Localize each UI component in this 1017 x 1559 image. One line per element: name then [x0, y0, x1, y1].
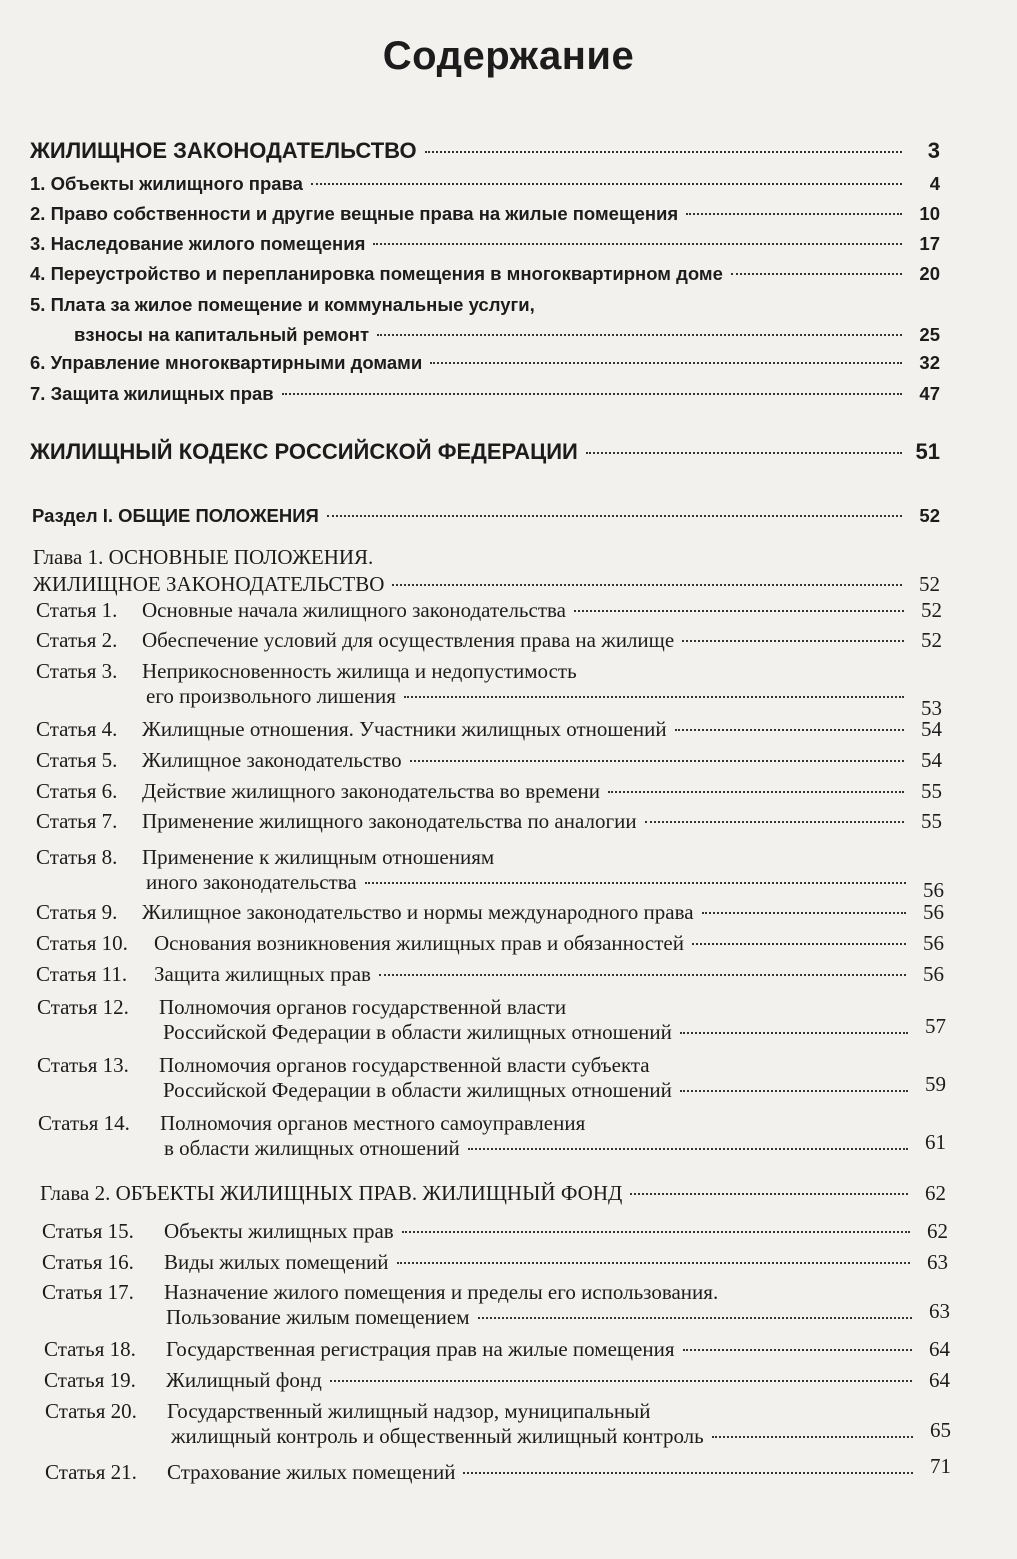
- toc-entry-chapter: [40, 1181, 946, 1206]
- entry-text: Основные начала жилищного законодательства: [142, 598, 566, 622]
- page-number: 3: [927, 138, 940, 163]
- page-number: 10: [919, 203, 940, 224]
- toc-entry: [30, 294, 940, 346]
- entry-text: Глава 1. ОСНОВНЫЕ ПОЛОЖЕНИЯ.: [33, 545, 374, 569]
- article-number: Статья 8.: [36, 845, 118, 869]
- article-number: Статья 19.: [44, 1368, 136, 1392]
- toc-entry-part: [30, 138, 940, 164]
- page-number: 4: [929, 173, 940, 194]
- entry-text: Действие жилищного законодательства во времени: [142, 779, 601, 803]
- entry-text: Защита жилищных прав: [154, 962, 371, 986]
- toc-entry-article: [45, 1454, 951, 1485]
- toc-entry-article: [36, 900, 944, 925]
- entry-text: Жилищные отношения. Участники жилищных отношений: [142, 717, 667, 741]
- toc-entry: [30, 352, 940, 374]
- toc-entry-article: [36, 598, 942, 623]
- entry-text: 7. Защита жилищных прав: [30, 383, 274, 404]
- article-number: Статья 4.: [36, 717, 118, 741]
- page-number: 32: [919, 352, 940, 373]
- page-number: 65: [930, 1418, 951, 1442]
- page-title: Содержание: [382, 34, 635, 78]
- toc-entry: [30, 203, 940, 225]
- toc-entry-article: [42, 1280, 950, 1330]
- article-number: Статья 2.: [36, 628, 118, 652]
- entry-text-continued: в области жилищных отношений: [164, 1136, 460, 1160]
- page-number: 54: [921, 717, 942, 741]
- page-number: 56: [923, 878, 944, 902]
- article-number: Статья 1.: [36, 598, 118, 622]
- page-number: 61: [925, 1130, 946, 1154]
- entry-text: Применение жилищного законодательства по аналогии: [142, 809, 637, 833]
- page-number: 57: [925, 1014, 946, 1038]
- toc-entry-chapter: [33, 545, 940, 597]
- entry-text: Объекты жилищных прав: [164, 1219, 394, 1243]
- toc-entry-article: [36, 717, 942, 742]
- entry-text-continued: Российской Федерации в области жилищных отношений: [163, 1078, 672, 1102]
- toc-entry-article: [36, 845, 944, 902]
- article-number: Статья 5.: [36, 748, 118, 772]
- page-number: 51: [915, 439, 940, 464]
- entry-text: 6. Управление многоквартирными домами: [30, 352, 423, 373]
- toc-entry-article: [36, 628, 942, 653]
- page-number: 54: [921, 748, 942, 772]
- page-number: 52: [921, 628, 942, 652]
- entry-text: Применение к жилищным отношениям: [142, 845, 495, 869]
- page-number: 63: [927, 1250, 948, 1274]
- toc-entry-article: [37, 1053, 946, 1103]
- article-number: Статья 16.: [42, 1250, 134, 1274]
- entry-text: Государственная регистрация прав на жилые помещения: [166, 1337, 675, 1361]
- toc-entry-article: [42, 1250, 948, 1275]
- toc-entry-article: [38, 1111, 946, 1161]
- toc-entry-article: [36, 659, 942, 720]
- article-number: Статья 6.: [36, 779, 118, 803]
- page-number: 59: [925, 1072, 946, 1096]
- toc-entry-article: [36, 748, 942, 773]
- page-number: 52: [921, 598, 942, 622]
- page-number: 56: [923, 931, 944, 955]
- toc-entry: [30, 263, 940, 285]
- entry-text: Основания возникновения жилищных прав и обязанностей: [154, 931, 684, 955]
- page-number: 53: [921, 696, 942, 720]
- article-number: Статья 7.: [36, 809, 118, 833]
- page-number: 62: [925, 1181, 946, 1205]
- toc-entry-section: [32, 505, 940, 527]
- article-number: Статья 9.: [36, 900, 118, 924]
- toc-entry: [30, 383, 940, 405]
- article-number: Статья 3.: [36, 659, 118, 683]
- page-number: 55: [921, 809, 942, 833]
- entry-text: Жилищный фонд: [166, 1368, 322, 1392]
- article-number: Статья 10.: [36, 931, 128, 955]
- page-number: 55: [921, 779, 942, 803]
- entry-text: Виды жилых помещений: [164, 1250, 389, 1274]
- entry-text: 5. Плата за жилое помещение и коммунальные услуги,: [30, 294, 535, 315]
- toc-entry-article: [42, 1219, 948, 1244]
- entry-text: 3. Наследование жилого помещения: [30, 233, 366, 254]
- page-number: 64: [929, 1337, 950, 1361]
- toc-entry-article: [36, 779, 942, 804]
- entry-text-continued: иного законодательства: [146, 870, 357, 894]
- article-number: Статья 15.: [42, 1219, 134, 1243]
- entry-text: 4. Переустройство и перепланировка помещения в многоквартирном доме: [30, 263, 723, 284]
- entry-text: Полномочия органов местного самоуправления: [160, 1111, 586, 1135]
- article-number: Статья 20.: [45, 1399, 137, 1423]
- entry-text: Раздел I. ОБЩИЕ ПОЛОЖЕНИЯ: [32, 505, 319, 526]
- article-number: Статья 18.: [44, 1337, 136, 1361]
- toc-entry: [30, 233, 940, 255]
- page-number: 56: [923, 900, 944, 924]
- entry-text: Государственный жилищный надзор, муниципальный: [167, 1399, 651, 1423]
- entry-text: ЖИЛИЩНЫЙ КОДЕКС РОССИЙСКОЙ ФЕДЕРАЦИИ: [30, 439, 578, 464]
- entry-text-continued: ЖИЛИЩНОЕ ЗАКОНОДАТЕЛЬСТВО: [33, 572, 385, 596]
- page-number: 64: [929, 1368, 950, 1392]
- article-number: Статья 11.: [36, 962, 128, 986]
- toc-entry-article: [44, 1337, 950, 1362]
- toc-entry-article: [36, 931, 944, 956]
- toc-entry-article: [45, 1399, 951, 1449]
- page-number: 63: [929, 1299, 950, 1323]
- toc-entry-article: [44, 1368, 950, 1393]
- entry-text: Неприкосновенность жилища и недопустимость: [142, 659, 577, 683]
- page-number: 25: [919, 324, 940, 345]
- entry-text: Страхование жилых помещений: [167, 1460, 456, 1484]
- entry-text-continued: Пользование жилым помещением: [166, 1305, 470, 1329]
- entry-text: Обеспечение условий для осуществления права на жилище: [142, 628, 675, 652]
- article-number: Статья 17.: [42, 1280, 134, 1304]
- entry-text: Назначение жилого помещения и пределы его использования.: [164, 1280, 719, 1304]
- article-number: Статья 21.: [45, 1460, 137, 1484]
- page-number: 17: [919, 233, 940, 254]
- entry-text: ЖИЛИЩНОЕ ЗАКОНОДАТЕЛЬСТВО: [30, 138, 417, 163]
- toc-entry: [30, 173, 940, 195]
- entry-text: 1. Объекты жилищного права: [30, 173, 303, 194]
- entry-text: Полномочия органов государственной власти субъекта: [159, 1053, 650, 1077]
- page-number: 52: [919, 505, 940, 526]
- toc-entry-part: [30, 439, 940, 465]
- entry-text: Жилищное законодательство и нормы международного права: [142, 900, 694, 924]
- entry-text: Жилищное законодательство: [142, 748, 402, 772]
- toc-entry-article: [36, 809, 942, 834]
- entry-text-continued: жилищный контроль и общественный жилищный контроль: [171, 1424, 704, 1448]
- article-number: Статья 13.: [37, 1053, 129, 1077]
- entry-text: Полномочия органов государственной власти: [159, 995, 567, 1019]
- page-number: 71: [930, 1454, 951, 1478]
- page-number: 62: [927, 1219, 948, 1243]
- entry-text-continued: взносы на капитальный ремонт: [74, 324, 370, 345]
- entry-text-continued: Российской Федерации в области жилищных отношений: [163, 1020, 672, 1044]
- page-number: 56: [923, 962, 944, 986]
- article-number: Статья 14.: [38, 1111, 130, 1135]
- toc-entry-article: [36, 962, 944, 987]
- entry-text: Глава 2. ОБЪЕКТЫ ЖИЛИЩНЫХ ПРАВ. ЖИЛИЩНЫЙ ФОНД: [40, 1181, 623, 1205]
- entry-text: 2. Право собственности и другие вещные права на жилые помещения: [30, 203, 679, 224]
- page-number: 47: [919, 383, 940, 404]
- article-number: Статья 12.: [37, 995, 129, 1019]
- toc-entry-article: [37, 995, 946, 1045]
- entry-text-continued: его произвольного лишения: [146, 684, 396, 708]
- page-number: 20: [919, 263, 940, 284]
- page-number: 52: [919, 572, 940, 596]
